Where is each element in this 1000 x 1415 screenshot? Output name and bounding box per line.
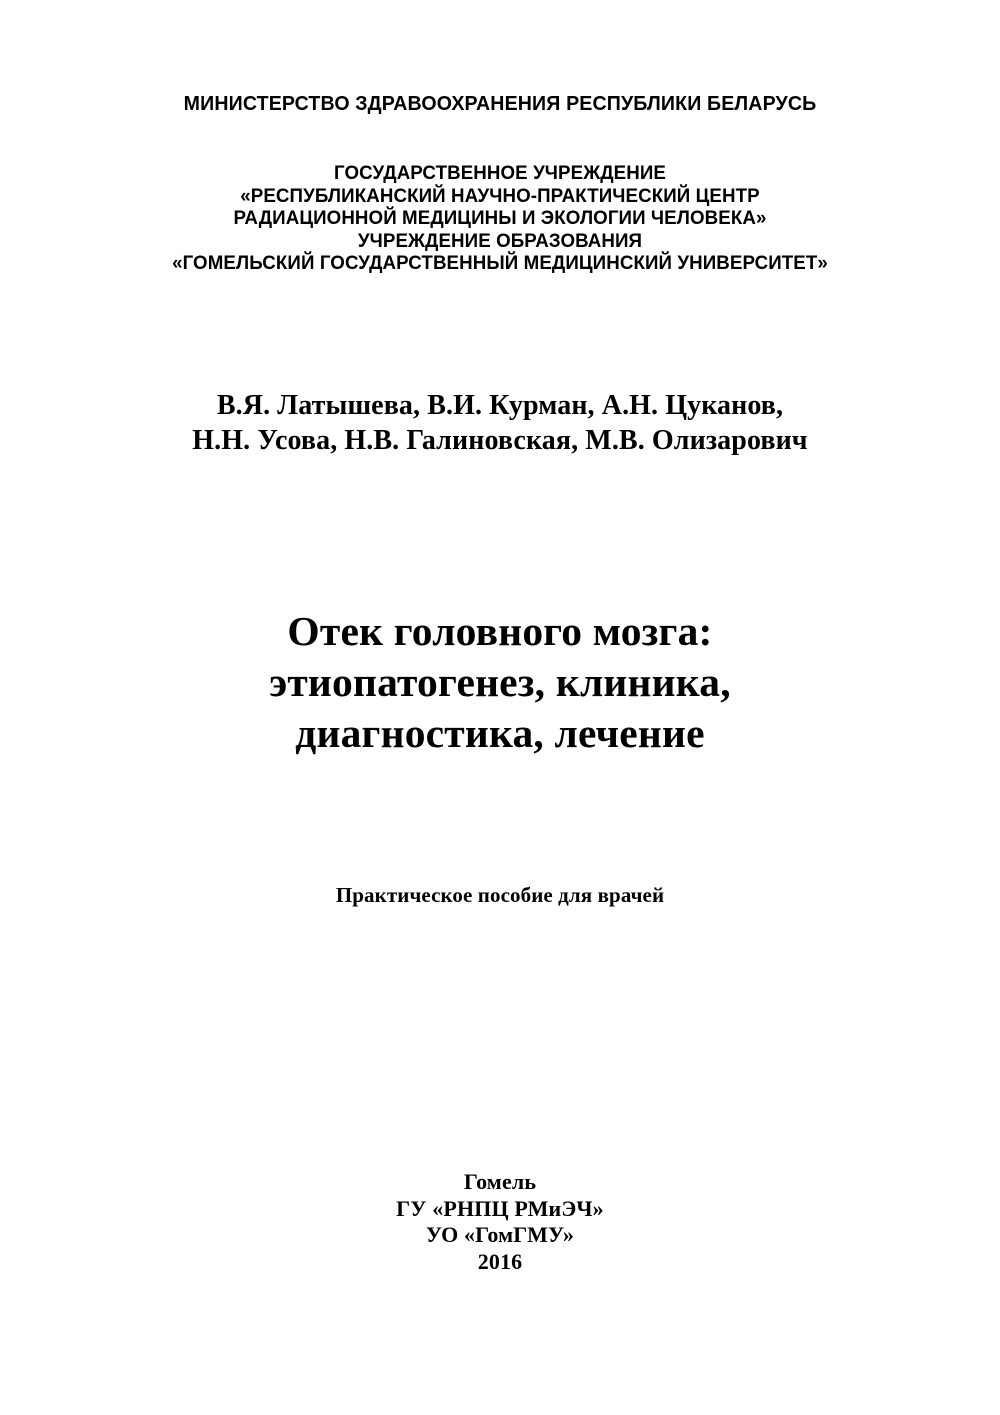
authors <box>0 388 1000 458</box>
institution-line-4: УЧРЕЖДЕНИЕ ОБРАЗОВАНИЯ <box>357 229 643 252</box>
imprint-publisher-1: ГУ «РНПЦ РМиЭЧ» <box>396 1195 604 1221</box>
institution-heading <box>0 162 1000 275</box>
institution-line-5: «ГОМЕЛЬСКИЙ ГОСУДАРСТВЕННЫЙ МЕДИЦИНСКИЙ УНИВЕРСИТЕТ» <box>172 252 828 275</box>
subtitle: Практическое пособие для врачей <box>335 883 665 907</box>
authors-line-2: Н.Н. Усова, Н.В. Галиновская, М.В. Олизарович <box>192 425 808 456</box>
ministry-heading: МИНИСТЕРСТВО ЗДРАВООХРАНЕНИЯ РЕСПУБЛИКИ БЕЛАРУСЬ <box>183 92 817 115</box>
imprint-year: 2016 <box>477 1248 523 1274</box>
imprint-publisher-2: УО «ГомГМУ» <box>425 1222 575 1247</box>
institution-line-3: РАДИАЦИОННОЙ МЕДИЦИНЫ И ЭКОЛОГИИ ЧЕЛОВЕКА» <box>233 207 767 230</box>
imprint <box>0 1169 1000 1275</box>
title-line-2: этиопатогенез, клиника, <box>269 659 731 705</box>
institution-line-1: ГОСУДАРСТВЕННОЕ УЧРЕЖДЕНИЕ <box>333 162 667 184</box>
institution-line-2: «РЕСПУБЛИКАНСКИЙ НАУЧНО-ПРАКТИЧЕСКИЙ ЦЕНТР <box>240 184 760 207</box>
title-line-1: Отек головного мозга: <box>287 608 713 654</box>
imprint-city: Гомель <box>463 1169 537 1194</box>
authors-line-1: В.Я. Латышева, В.И. Курман, А.Н. Цуканов, <box>216 390 784 421</box>
page-title <box>0 606 1000 759</box>
title-line-3: диагностика, лечение <box>295 710 705 756</box>
